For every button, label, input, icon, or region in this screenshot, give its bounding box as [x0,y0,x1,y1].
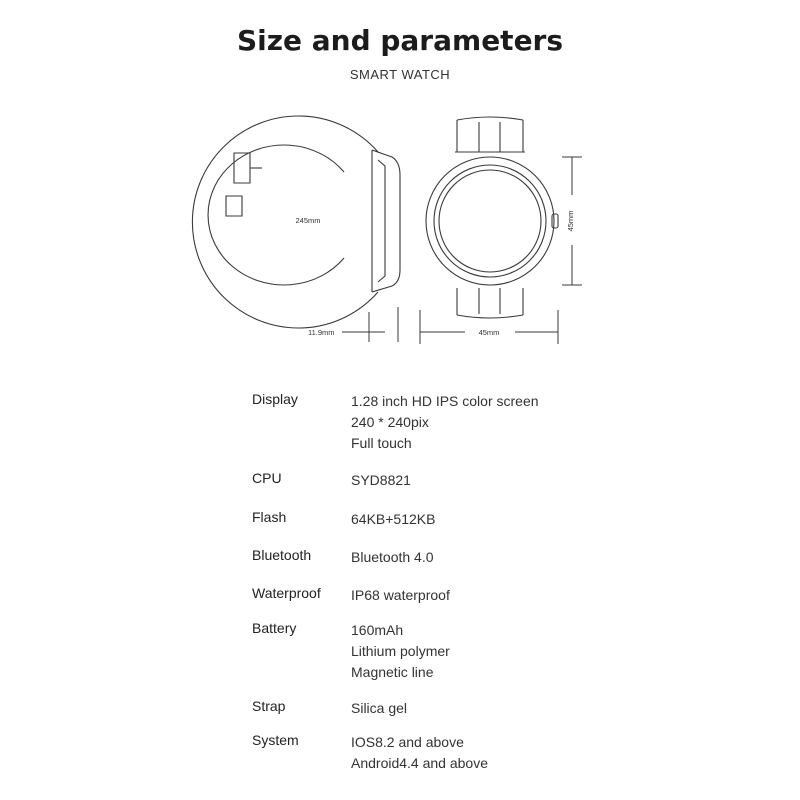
page-subtitle: SMART WATCH [349,67,451,82]
thickness-label: 11.9mm [308,328,335,337]
spec-value: Full touch [351,435,412,451]
spec-value: Bluetooth 4.0 [351,549,434,565]
spec-value: Lithium polymer [351,643,450,659]
spec-label: Waterproof [252,585,321,601]
spec-value: 240 * 240pix [351,414,429,430]
spec-label: Battery [252,620,297,636]
spec-label: Flash [252,509,287,525]
spec-value: 160mAh [351,622,404,638]
spec-value: Silica gel [351,700,408,716]
height-label: 45mm [566,210,575,232]
watch-dimension-diagram [0,100,800,350]
spec-value: IP68 waterproof [351,587,450,603]
watch-front-view [426,117,558,318]
spec-value: Magnetic line [351,664,434,680]
spec-value: SYD8821 [351,472,411,488]
spec-label: Bluetooth [252,547,312,563]
width-label: 45mm [478,328,500,337]
spec-value: IOS8.2 and above [351,734,464,750]
spec-label: CPU [252,470,282,486]
spec-label: Strap [252,698,286,714]
spec-label: System [252,732,299,748]
spec-value: 1.28 inch HD IPS color screen [351,393,539,409]
strap-circumference-label: 245mm [295,216,321,225]
spec-value: 64KB+512KB [351,511,436,527]
spec-value: Android4.4 and above [351,755,488,771]
spec-label: Display [252,391,298,407]
page-title: Size and parameters [236,24,564,57]
